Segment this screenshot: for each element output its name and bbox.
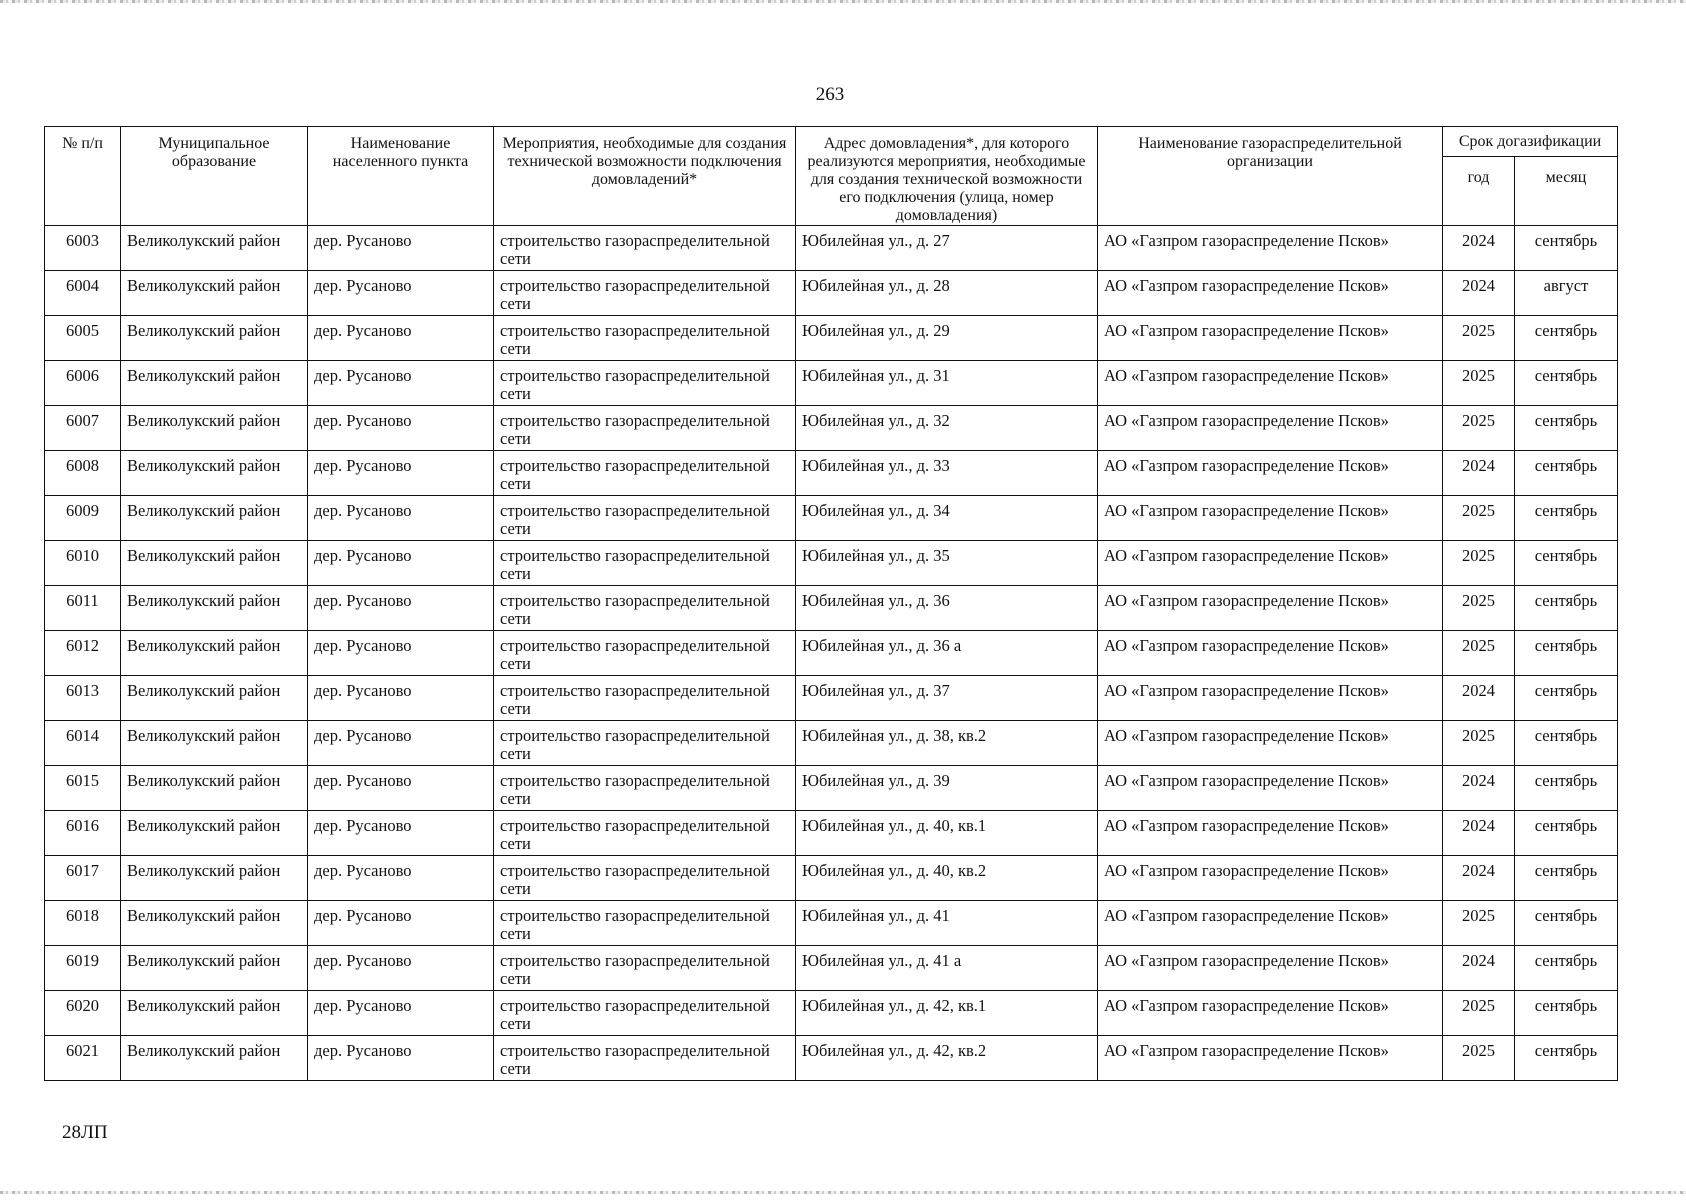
cell-num: 6017 xyxy=(45,856,121,901)
cell-year: 2025 xyxy=(1443,631,1515,676)
cell-year: 2025 xyxy=(1443,316,1515,361)
cell-settlement: дер. Русаново xyxy=(308,811,494,856)
cell-municipality: Великолукский район xyxy=(121,901,308,946)
cell-measures: строительство газораспределительной сети xyxy=(494,586,796,631)
cell-num: 6005 xyxy=(45,316,121,361)
cell-month: сентябрь xyxy=(1515,946,1618,991)
cell-organization: АО «Газпром газораспределение Псков» xyxy=(1098,226,1443,271)
cell-settlement: дер. Русаново xyxy=(308,406,494,451)
cell-measures: строительство газораспределительной сети xyxy=(494,496,796,541)
header-address: Адрес домовладения*, для которого реализуются мероприятия, необходимые для создания технической возможности его подключения (улица, номер домовладения) xyxy=(796,127,1098,226)
cell-measures: строительство газораспределительной сети xyxy=(494,226,796,271)
cell-organization: АО «Газпром газораспределение Псков» xyxy=(1098,316,1443,361)
cell-municipality: Великолукский район xyxy=(121,271,308,316)
cell-settlement: дер. Русаново xyxy=(308,226,494,271)
gasification-table xyxy=(44,126,1618,1081)
cell-num: 6016 xyxy=(45,811,121,856)
cell-municipality: Великолукский район xyxy=(121,856,308,901)
cell-address: Юбилейная ул., д. 35 xyxy=(796,541,1098,586)
table-row xyxy=(45,946,1618,991)
cell-month: сентябрь xyxy=(1515,541,1618,586)
cell-organization: АО «Газпром газораспределение Псков» xyxy=(1098,1036,1443,1081)
cell-month: сентябрь xyxy=(1515,856,1618,901)
cell-month: сентябрь xyxy=(1515,1036,1618,1081)
cell-measures: строительство газораспределительной сети xyxy=(494,946,796,991)
header-settlement: Наименование населенного пункта xyxy=(308,127,494,226)
cell-year: 2025 xyxy=(1443,541,1515,586)
cell-year: 2025 xyxy=(1443,991,1515,1036)
cell-num: 6021 xyxy=(45,1036,121,1081)
cell-month: сентябрь xyxy=(1515,811,1618,856)
cell-address: Юбилейная ул., д. 37 xyxy=(796,676,1098,721)
cell-year: 2024 xyxy=(1443,946,1515,991)
cell-municipality: Великолукский район xyxy=(121,406,308,451)
cell-organization: АО «Газпром газораспределение Псков» xyxy=(1098,451,1443,496)
cell-month: август xyxy=(1515,271,1618,316)
cell-settlement: дер. Русаново xyxy=(308,721,494,766)
cell-measures: строительство газораспределительной сети xyxy=(494,676,796,721)
table-row xyxy=(45,901,1618,946)
table-row xyxy=(45,496,1618,541)
cell-measures: строительство газораспределительной сети xyxy=(494,631,796,676)
table-row xyxy=(45,766,1618,811)
cell-municipality: Великолукский район xyxy=(121,316,308,361)
cell-month: сентябрь xyxy=(1515,226,1618,271)
cell-measures: строительство газораспределительной сети xyxy=(494,901,796,946)
header-municipality: Муниципальное образование xyxy=(121,127,308,226)
cell-address: Юбилейная ул., д. 34 xyxy=(796,496,1098,541)
table-body xyxy=(45,226,1618,1081)
cell-address: Юбилейная ул., д. 28 xyxy=(796,271,1098,316)
header-month: месяц xyxy=(1515,157,1618,226)
table-row xyxy=(45,406,1618,451)
cell-year: 2025 xyxy=(1443,1036,1515,1081)
cell-address: Юбилейная ул., д. 39 xyxy=(796,766,1098,811)
cell-organization: АО «Газпром газораспределение Псков» xyxy=(1098,946,1443,991)
cell-month: сентябрь xyxy=(1515,676,1618,721)
header-measures: Мероприятия, необходимые для создания технической возможности подключения домовладений* xyxy=(494,127,796,226)
cell-month: сентябрь xyxy=(1515,316,1618,361)
header-num: № п/п xyxy=(45,127,121,226)
table-row xyxy=(45,811,1618,856)
cell-settlement: дер. Русаново xyxy=(308,946,494,991)
cell-measures: строительство газораспределительной сети xyxy=(494,406,796,451)
cell-month: сентябрь xyxy=(1515,901,1618,946)
cell-settlement: дер. Русаново xyxy=(308,496,494,541)
header-deadline: Срок догазификации xyxy=(1443,127,1618,157)
cell-municipality: Великолукский район xyxy=(121,811,308,856)
cell-year: 2024 xyxy=(1443,271,1515,316)
cell-year: 2025 xyxy=(1443,406,1515,451)
cell-municipality: Великолукский район xyxy=(121,946,308,991)
cell-measures: строительство газораспределительной сети xyxy=(494,856,796,901)
cell-organization: АО «Газпром газораспределение Псков» xyxy=(1098,991,1443,1036)
cell-organization: АО «Газпром газораспределение Псков» xyxy=(1098,406,1443,451)
table-row xyxy=(45,226,1618,271)
table-row xyxy=(45,316,1618,361)
cell-municipality: Великолукский район xyxy=(121,451,308,496)
cell-settlement: дер. Русаново xyxy=(308,856,494,901)
cell-num: 6006 xyxy=(45,361,121,406)
header-year: год xyxy=(1443,157,1515,226)
cell-municipality: Великолукский район xyxy=(121,586,308,631)
header-organization: Наименование газораспределительной организации xyxy=(1098,127,1443,226)
cell-month: сентябрь xyxy=(1515,766,1618,811)
cell-address: Юбилейная ул., д. 27 xyxy=(796,226,1098,271)
cell-settlement: дер. Русаново xyxy=(308,676,494,721)
table-row xyxy=(45,1036,1618,1081)
cell-settlement: дер. Русаново xyxy=(308,766,494,811)
cell-measures: строительство газораспределительной сети xyxy=(494,811,796,856)
cell-num: 6020 xyxy=(45,991,121,1036)
cell-settlement: дер. Русаново xyxy=(308,901,494,946)
cell-address: Юбилейная ул., д. 41 xyxy=(796,901,1098,946)
cell-municipality: Великолукский район xyxy=(121,541,308,586)
cell-num: 6010 xyxy=(45,541,121,586)
cell-year: 2025 xyxy=(1443,496,1515,541)
cell-address: Юбилейная ул., д. 29 xyxy=(796,316,1098,361)
cell-num: 6013 xyxy=(45,676,121,721)
cell-settlement: дер. Русаново xyxy=(308,316,494,361)
table-row xyxy=(45,721,1618,766)
cell-organization: АО «Газпром газораспределение Псков» xyxy=(1098,856,1443,901)
cell-measures: строительство газораспределительной сети xyxy=(494,361,796,406)
cell-year: 2024 xyxy=(1443,766,1515,811)
cell-municipality: Великолукский район xyxy=(121,676,308,721)
cell-address: Юбилейная ул., д. 33 xyxy=(796,451,1098,496)
cell-year: 2025 xyxy=(1443,901,1515,946)
scan-edge-top xyxy=(0,0,1686,3)
cell-measures: строительство газораспределительной сети xyxy=(494,541,796,586)
cell-year: 2024 xyxy=(1443,451,1515,496)
cell-num: 6012 xyxy=(45,631,121,676)
cell-organization: АО «Газпром газораспределение Псков» xyxy=(1098,496,1443,541)
page-number: 263 xyxy=(815,84,845,105)
cell-organization: АО «Газпром газораспределение Псков» xyxy=(1098,811,1443,856)
cell-year: 2025 xyxy=(1443,721,1515,766)
cell-settlement: дер. Русаново xyxy=(308,1036,494,1081)
cell-organization: АО «Газпром газораспределение Псков» xyxy=(1098,676,1443,721)
cell-municipality: Великолукский район xyxy=(121,496,308,541)
cell-measures: строительство газораспределительной сети xyxy=(494,991,796,1036)
table-row xyxy=(45,631,1618,676)
cell-address: Юбилейная ул., д. 40, кв.2 xyxy=(796,856,1098,901)
cell-address: Юбилейная ул., д. 36 а xyxy=(796,631,1098,676)
table-row xyxy=(45,991,1618,1036)
cell-month: сентябрь xyxy=(1515,496,1618,541)
table-header xyxy=(45,127,1618,226)
cell-municipality: Великолукский район xyxy=(121,631,308,676)
table-row xyxy=(45,586,1618,631)
cell-year: 2025 xyxy=(1443,586,1515,631)
cell-num: 6014 xyxy=(45,721,121,766)
cell-num: 6018 xyxy=(45,901,121,946)
cell-address: Юбилейная ул., д. 32 xyxy=(796,406,1098,451)
cell-num: 6008 xyxy=(45,451,121,496)
cell-settlement: дер. Русаново xyxy=(308,541,494,586)
cell-address: Юбилейная ул., д. 41 а xyxy=(796,946,1098,991)
cell-address: Юбилейная ул., д. 42, кв.1 xyxy=(796,991,1098,1036)
cell-year: 2024 xyxy=(1443,856,1515,901)
cell-settlement: дер. Русаново xyxy=(308,361,494,406)
cell-num: 6007 xyxy=(45,406,121,451)
cell-measures: строительство газораспределительной сети xyxy=(494,451,796,496)
cell-organization: АО «Газпром газораспределение Псков» xyxy=(1098,901,1443,946)
cell-municipality: Великолукский район xyxy=(121,721,308,766)
table-row xyxy=(45,361,1618,406)
cell-month: сентябрь xyxy=(1515,361,1618,406)
cell-organization: АО «Газпром газораспределение Псков» xyxy=(1098,586,1443,631)
cell-organization: АО «Газпром газораспределение Псков» xyxy=(1098,271,1443,316)
cell-municipality: Великолукский район xyxy=(121,1036,308,1081)
cell-measures: строительство газораспределительной сети xyxy=(494,316,796,361)
table-row xyxy=(45,271,1618,316)
cell-month: сентябрь xyxy=(1515,406,1618,451)
cell-num: 6011 xyxy=(45,586,121,631)
table-row xyxy=(45,541,1618,586)
cell-month: сентябрь xyxy=(1515,721,1618,766)
cell-year: 2024 xyxy=(1443,226,1515,271)
cell-municipality: Великолукский район xyxy=(121,361,308,406)
cell-num: 6003 xyxy=(45,226,121,271)
cell-measures: строительство газораспределительной сети xyxy=(494,271,796,316)
cell-year: 2024 xyxy=(1443,676,1515,721)
cell-num: 6019 xyxy=(45,946,121,991)
table-row xyxy=(45,676,1618,721)
cell-year: 2025 xyxy=(1443,361,1515,406)
cell-measures: строительство газораспределительной сети xyxy=(494,766,796,811)
cell-organization: АО «Газпром газораспределение Псков» xyxy=(1098,361,1443,406)
cell-num: 6009 xyxy=(45,496,121,541)
cell-municipality: Великолукский район xyxy=(121,766,308,811)
cell-year: 2024 xyxy=(1443,811,1515,856)
cell-settlement: дер. Русаново xyxy=(308,271,494,316)
cell-address: Юбилейная ул., д. 31 xyxy=(796,361,1098,406)
cell-address: Юбилейная ул., д. 40, кв.1 xyxy=(796,811,1098,856)
cell-organization: АО «Газпром газораспределение Псков» xyxy=(1098,631,1443,676)
cell-num: 6015 xyxy=(45,766,121,811)
cell-organization: АО «Газпром газораспределение Псков» xyxy=(1098,541,1443,586)
cell-settlement: дер. Русаново xyxy=(308,586,494,631)
cell-organization: АО «Газпром газораспределение Псков» xyxy=(1098,721,1443,766)
cell-settlement: дер. Русаново xyxy=(308,451,494,496)
cell-month: сентябрь xyxy=(1515,991,1618,1036)
cell-municipality: Великолукский район xyxy=(121,991,308,1036)
cell-month: сентябрь xyxy=(1515,631,1618,676)
cell-measures: строительство газораспределительной сети xyxy=(494,721,796,766)
cell-address: Юбилейная ул., д. 38, кв.2 xyxy=(796,721,1098,766)
cell-month: сентябрь xyxy=(1515,586,1618,631)
footer-code: 28ЛП xyxy=(62,1122,108,1143)
cell-municipality: Великолукский район xyxy=(121,226,308,271)
cell-address: Юбилейная ул., д. 42, кв.2 xyxy=(796,1036,1098,1081)
cell-num: 6004 xyxy=(45,271,121,316)
cell-month: сентябрь xyxy=(1515,451,1618,496)
scan-edge-bottom xyxy=(0,1191,1686,1194)
gasification-table-wrap xyxy=(44,126,1618,1081)
table-row xyxy=(45,856,1618,901)
cell-organization: АО «Газпром газораспределение Псков» xyxy=(1098,766,1443,811)
cell-settlement: дер. Русаново xyxy=(308,991,494,1036)
cell-measures: строительство газораспределительной сети xyxy=(494,1036,796,1081)
cell-settlement: дер. Русаново xyxy=(308,631,494,676)
table-row xyxy=(45,451,1618,496)
cell-address: Юбилейная ул., д. 36 xyxy=(796,586,1098,631)
